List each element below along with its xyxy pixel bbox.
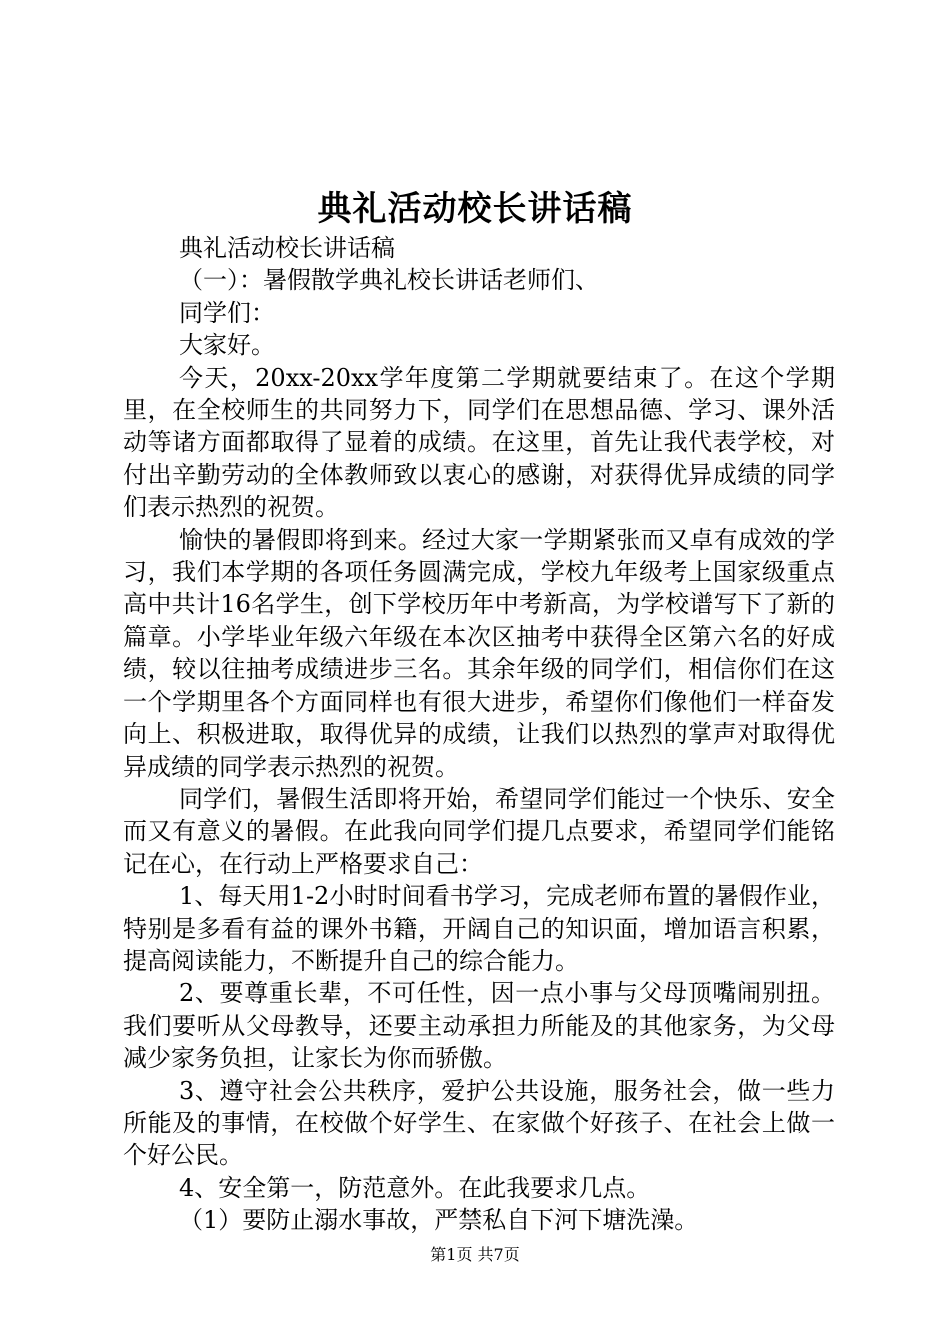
page-footer: 第1页 共7页 xyxy=(430,1245,520,1264)
paragraph-greeting: 大家好。 xyxy=(179,331,275,360)
paragraph-requirement-1: 1、每天用1-2小时时间看书学习，完成老师布置的暑假作业，特别是多看有益的课外书籍，开阔自己的知识面，增加语言积累，提高阅读能力，不断提升自己的综合能力。 xyxy=(123,882,835,975)
document-title: 典礼活动校长讲话稿 xyxy=(317,189,633,229)
paragraph-requirement-2: 2、要尊重长辈，不可任性，因一点小事与父母顶嘴闹别扭。我们要听从父母教导，还要主动承担力所能及的其他家务，为父母减少家务负担，让家长为你而骄傲。 xyxy=(123,979,835,1073)
paragraph-requirement-3: 3、遵守社会公共秩序，爱护公共设施，服务社会，做一些力所能及的事情，在校做个好学生、在家做个好孩子、在社会上做一个好公民。 xyxy=(123,1076,835,1170)
paragraph-section-heading: （一）：暑假散学典礼校长讲话老师们、 xyxy=(179,266,599,295)
paragraph-salutation: 同学们： xyxy=(179,298,275,327)
paragraph-requirements-intro: 同学们，暑假生活即将开始，希望同学们能过一个快乐、安全而又有意义的暑假。在此我向同学们提几点要求，希望同学们能铭记在心，在行动上严格要求自己： xyxy=(123,784,835,878)
paragraph-requirement-4: 4、安全第一，防范意外。在此我要求几点。 xyxy=(179,1173,651,1202)
paragraph-subtitle: 典礼活动校长讲话稿 xyxy=(179,234,395,262)
paragraph-achievements: 愉快的暑假即将到来。经过大家一学期紧张而又卓有成效的学习，我们本学期的各项任务圆满完成，学校九年级考上国家级重点高中共计16名学生，创下学校历年中考新高，为学校谱写下了新的篇章。小学毕业年级六年级在本次区抽考中获得全区第六名的好成绩，较以往抽考成绩进步三名。其余年级的同学们，相信你们在这一个学期里各个方面同样也有很大进步，希望你们像他们一样奋发向上、积极进取，取得优异的成绩，让我们以热烈的掌声对取得优异成绩的同学表示热烈的祝贺。 xyxy=(123,525,835,781)
document-body xyxy=(123,232,835,1237)
paragraph-safety-item-1: （1）要防止溺水事故，严禁私自下河下塘洗澡。 xyxy=(179,1206,699,1235)
paragraph-opening: 今天，20xx-20xx学年度第二学期就要结束了。在这个学期里，在全校师生的共同努力下，同学们在思想品德、学习、课外活动等诸方面都取得了显着的成绩。在这里，首先让我代表学校，对付出辛勤劳动的全体教师致以衷心的感谢，对获得优异成绩的同学们表示热烈的祝贺。 xyxy=(123,363,835,522)
